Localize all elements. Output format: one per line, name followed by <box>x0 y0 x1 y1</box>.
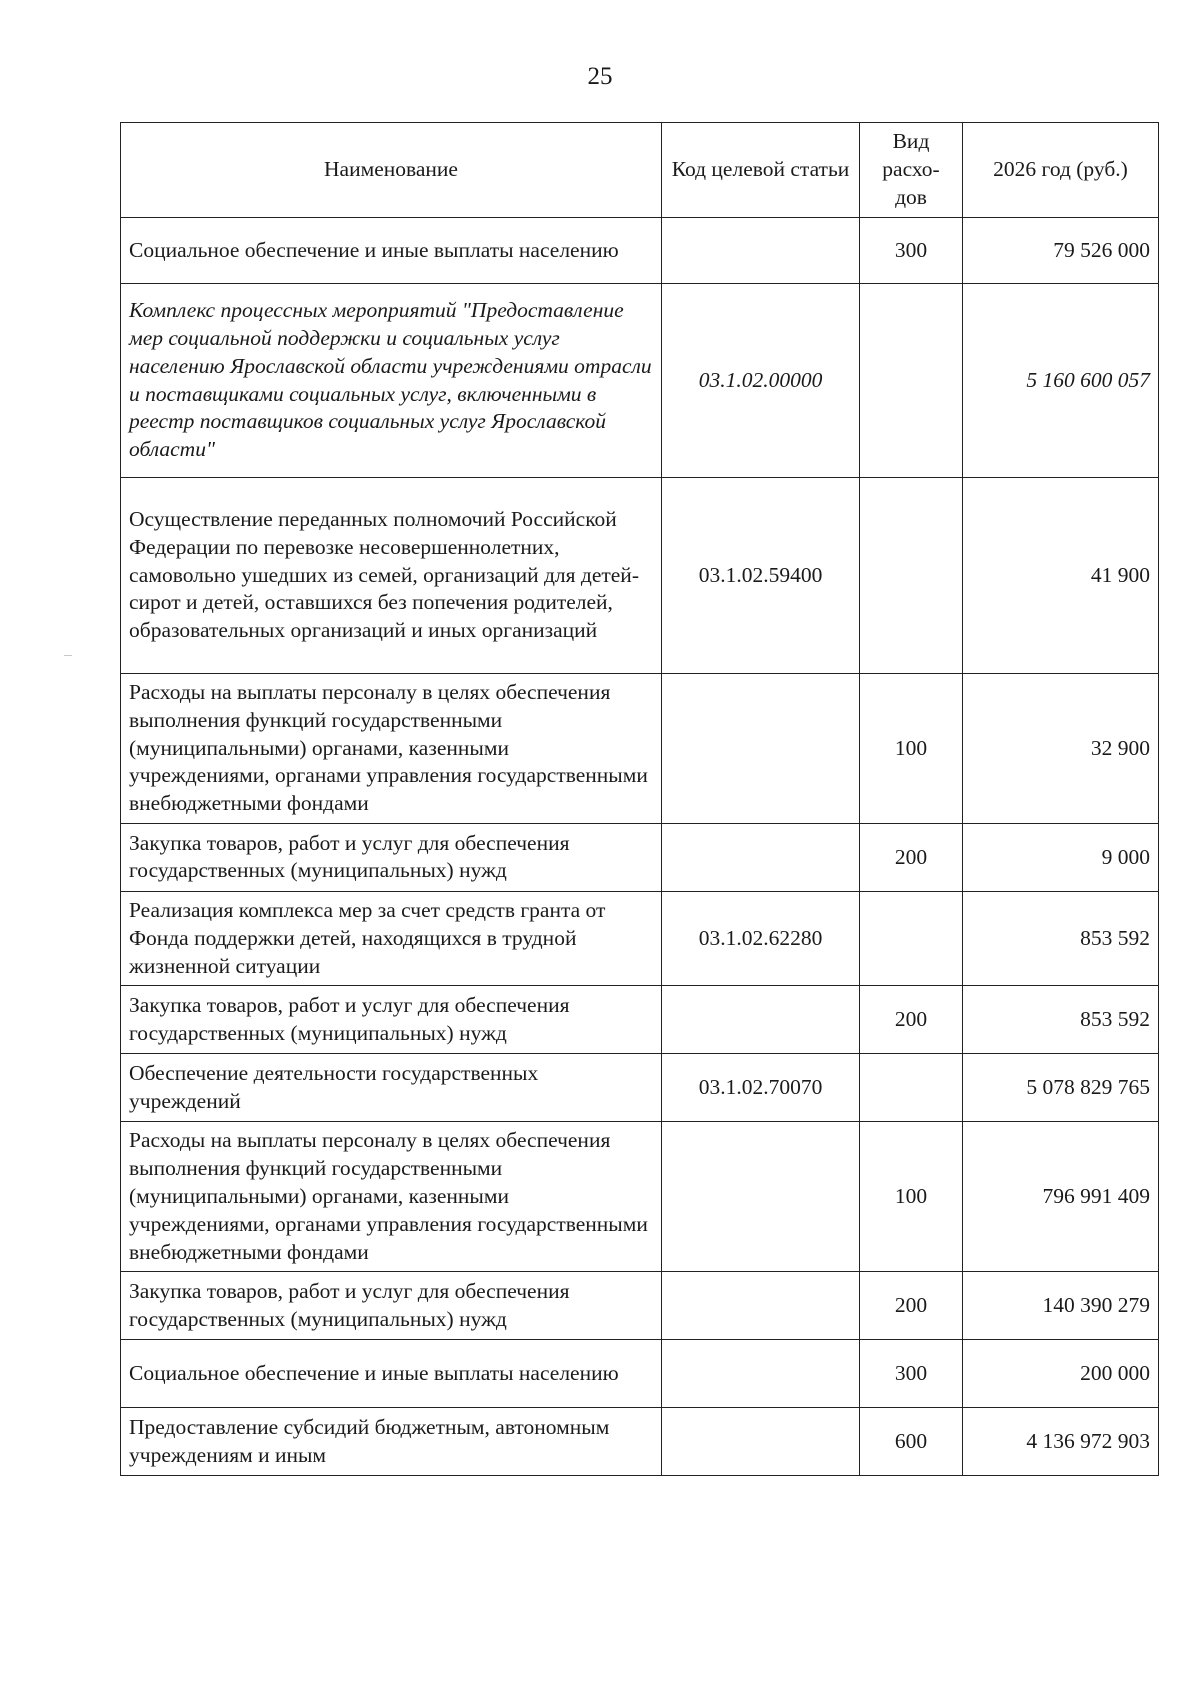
row-kind <box>860 478 963 674</box>
row-name: Реализация комплекса мер за счет средств гранта от Фонда поддержки детей, находящихся в трудной жизненной ситуации <box>121 891 662 985</box>
row-kind: 100 <box>860 674 963 824</box>
row-amount: 79 526 000 <box>963 218 1159 284</box>
row-amount: 41 900 <box>963 478 1159 674</box>
row-kind: 200 <box>860 1272 963 1340</box>
row-name: Социальное обеспечение и иные выплаты населению <box>121 1340 662 1408</box>
row-kind: 300 <box>860 218 963 284</box>
row-name: Закупка товаров, работ и услуг для обеспечения государственных (муниципальных) нужд <box>121 986 662 1054</box>
row-code <box>662 218 860 284</box>
row-code <box>662 1408 860 1476</box>
row-kind <box>860 284 963 478</box>
page-number: 25 <box>587 63 613 90</box>
row-amount: 5 078 829 765 <box>963 1054 1159 1122</box>
table-row <box>121 823 1159 891</box>
row-code <box>662 823 860 891</box>
row-name: Закупка товаров, работ и услуг для обеспечения государственных (муниципальных) нужд <box>121 823 662 891</box>
row-amount: 32 900 <box>963 674 1159 824</box>
row-amount: 200 000 <box>963 1340 1159 1408</box>
row-kind: 200 <box>860 986 963 1054</box>
budget-table <box>120 122 1159 1476</box>
header-amount: 2026 год (руб.) <box>963 123 1159 218</box>
table-row <box>121 1122 1159 1272</box>
table-row <box>121 674 1159 824</box>
row-code <box>662 1122 860 1272</box>
table-header-row <box>121 123 1159 218</box>
row-code <box>662 1272 860 1340</box>
table-row <box>121 218 1159 284</box>
table-row <box>121 1054 1159 1122</box>
row-name: Социальное обеспечение и иные выплаты населению <box>121 218 662 284</box>
row-code: 03.1.02.62280 <box>662 891 860 985</box>
table-row <box>121 1272 1159 1340</box>
row-name: Осуществление переданных полномочий Российской Федерации по перевозке несовершеннолетних, самовольно ушедших из семей, организаций для детей-сирот и детей, оставшихся без попечения родителей, образовательных организаций и иных организаций <box>121 478 662 674</box>
table-row <box>121 986 1159 1054</box>
header-code: Код целевой статьи <box>662 123 860 218</box>
row-amount: 853 592 <box>963 891 1159 985</box>
header-name: Наименование <box>121 123 662 218</box>
row-code <box>662 1340 860 1408</box>
row-amount: 5 160 600 057 <box>963 284 1159 478</box>
table-row <box>121 478 1159 674</box>
row-code <box>662 986 860 1054</box>
row-code <box>662 674 860 824</box>
row-amount: 796 991 409 <box>963 1122 1159 1272</box>
row-amount: 140 390 279 <box>963 1272 1159 1340</box>
table-row <box>121 1408 1159 1476</box>
row-kind: 100 <box>860 1122 963 1272</box>
row-name: Предоставление субсидий бюджетным, автономным учреждениям и иным <box>121 1408 662 1476</box>
row-kind: 600 <box>860 1408 963 1476</box>
row-code: 03.1.02.70070 <box>662 1054 860 1122</box>
table-row <box>121 284 1159 478</box>
table-row <box>121 891 1159 985</box>
table-body <box>121 218 1159 1476</box>
row-code: 03.1.02.00000 <box>662 284 860 478</box>
row-name: Расходы на выплаты персоналу в целях обеспечения выполнения функций государственными (муниципальными) органами, казенными учреждениями, органами управления государственными внебюджетными фондами <box>121 674 662 824</box>
row-name: Обеспечение деятельности государственных учреждений <box>121 1054 662 1122</box>
row-amount: 9 000 <box>963 823 1159 891</box>
row-kind: 300 <box>860 1340 963 1408</box>
row-amount: 4 136 972 903 <box>963 1408 1159 1476</box>
row-amount: 853 592 <box>963 986 1159 1054</box>
table-row <box>121 1340 1159 1408</box>
row-name: Закупка товаров, работ и услуг для обеспечения государственных (муниципальных) нужд <box>121 1272 662 1340</box>
row-name: Комплекс процессных мероприятий "Предоставление мер социальной поддержки и социальных услуг населению Ярославской области учреждениями отрасли и поставщиками социальных услуг, включенными в реестр поставщиков социальных услуг Ярославской области" <box>121 284 662 478</box>
row-code: 03.1.02.59400 <box>662 478 860 674</box>
row-name: Расходы на выплаты персоналу в целях обеспечения выполнения функций государственными (муниципальными) органами, казенными учреждениями, органами управления государственными внебюджетными фондами <box>121 1122 662 1272</box>
row-kind <box>860 1054 963 1122</box>
header-kind: Вид расхо- дов <box>860 123 963 218</box>
row-kind <box>860 891 963 985</box>
margin-mark <box>64 655 72 656</box>
row-kind: 200 <box>860 823 963 891</box>
